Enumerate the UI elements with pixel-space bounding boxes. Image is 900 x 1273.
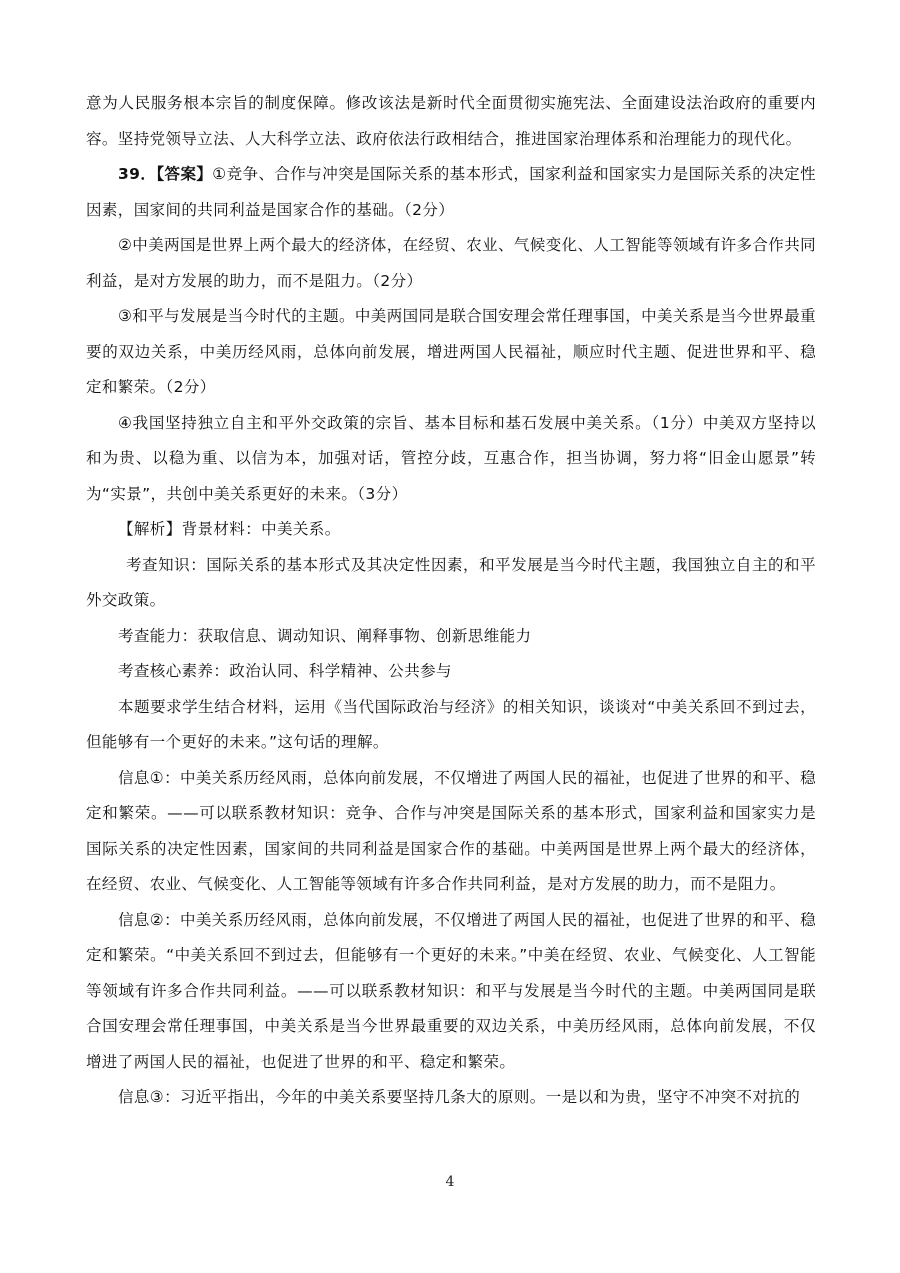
- page-number: 4: [445, 1174, 455, 1190]
- page-content: [86, 86, 816, 1116]
- answer-paragraph-1: [86, 157, 816, 228]
- answer-label: 39．【答案】: [118, 165, 213, 183]
- info-3: 信息③：习近平指出，今年的中美关系要坚持几条大的原则。一是以和为贵，坚守不冲突不对抗的: [118, 1088, 801, 1106]
- analysis-background: 【解析】背景材料：中美关系。: [118, 520, 341, 538]
- analysis-knowledge: 考查知识：国际关系的基本形式及其决定性因素，和平发展是当今时代主题，我国独立自主的和平外交政策。: [86, 555, 816, 609]
- info-1: 信息①：中美关系历经风雨，总体向前发展，不仅增进了两国人民的福祉，也促进了世界的和平、稳定和繁荣。——可以联系教材知识：竞争、合作与冲突是国际关系的基本形式，国家利益和国家实力是国际关系的决定性因素，国家间的共同利益是国家合作的基础。中美两国是世界上两个最大的经济体，在经贸、农业、气候变化、人工智能等领域有许多合作共同利益，是对方发展的助力，而不是阻力。: [86, 768, 816, 893]
- analysis-literacy: 考查核心素养：政治认同、科学精神、公共参与: [118, 662, 452, 680]
- analysis-requirement: 本题要求学生结合材料，运用《当代国际政治与经济》的相关知识，谈谈对“中美关系回不到过去，但能够有一个更好的未来。”这句话的理解。: [86, 697, 816, 751]
- analysis-ability: 考查能力：获取信息、调动知识、阐释事物、创新思维能力: [118, 626, 532, 645]
- info-2: 信息②：中美关系历经风雨，总体向前发展，不仅增进了两国人民的福祉，也促进了世界的和平、稳定和繁荣。“中美关系回不到过去，但能够有一个更好的未来。”中美在经贸、农业、气候变化、人工智能等领域有许多合作共同利益。——可以联系教材知识：和平与发展是当今时代的主题。中美两国同是联合国安理会常任理事国，中美关系是当今世界最重要的双边关系，中美历经风雨，总体向前发展，不仅增进了两国人民的福祉，也促进了世界的和平、稳定和繁荣。: [86, 910, 816, 1071]
- answer-point-3: ③和平与发展是当今时代的主题。中美两国同是联合国安理会常任理事国，中美关系是当今世界最重要的双边关系，中美历经风雨，总体向前发展，增进两国人民福祉，顺应时代主题、促进世界和平、稳定和繁荣。（2分）: [86, 307, 816, 396]
- answer-point-4: ④我国坚持独立自主和平外交政策的宗旨、基本目标和基石发展中美关系。（1分）中美双方坚持以和为贵、以稳为重、以信为本，加强对话，管控分歧，互惠合作，担当协调，努力将“旧金山愿景”转为“实景”，共创中美关系更好的未来。（3分）: [86, 413, 816, 503]
- paragraph-continuation: 意为人民服务根本宗旨的制度保障。修改该法是新时代全面贯彻实施宪法、全面建设法治政府的重要内容。坚持党领导立法、人大科学立法、政府依法行政相结合，推进国家治理体系和治理能力的现代化。: [86, 94, 816, 148]
- answer-point-2: ②中美两国是世界上两个最大的经济体，在经贸、农业、气候变化、人工智能等领域有许多合作共同利益，是对方发展的助力，而不是阻力。（2分）: [86, 236, 816, 290]
- answer-point-1: ①竞争、合作与冲突是国际关系的基本形式，国家利益和国家实力是国际关系的决定性因素，国家间的共同利益是国家合作的基础。（2分）: [86, 165, 816, 219]
